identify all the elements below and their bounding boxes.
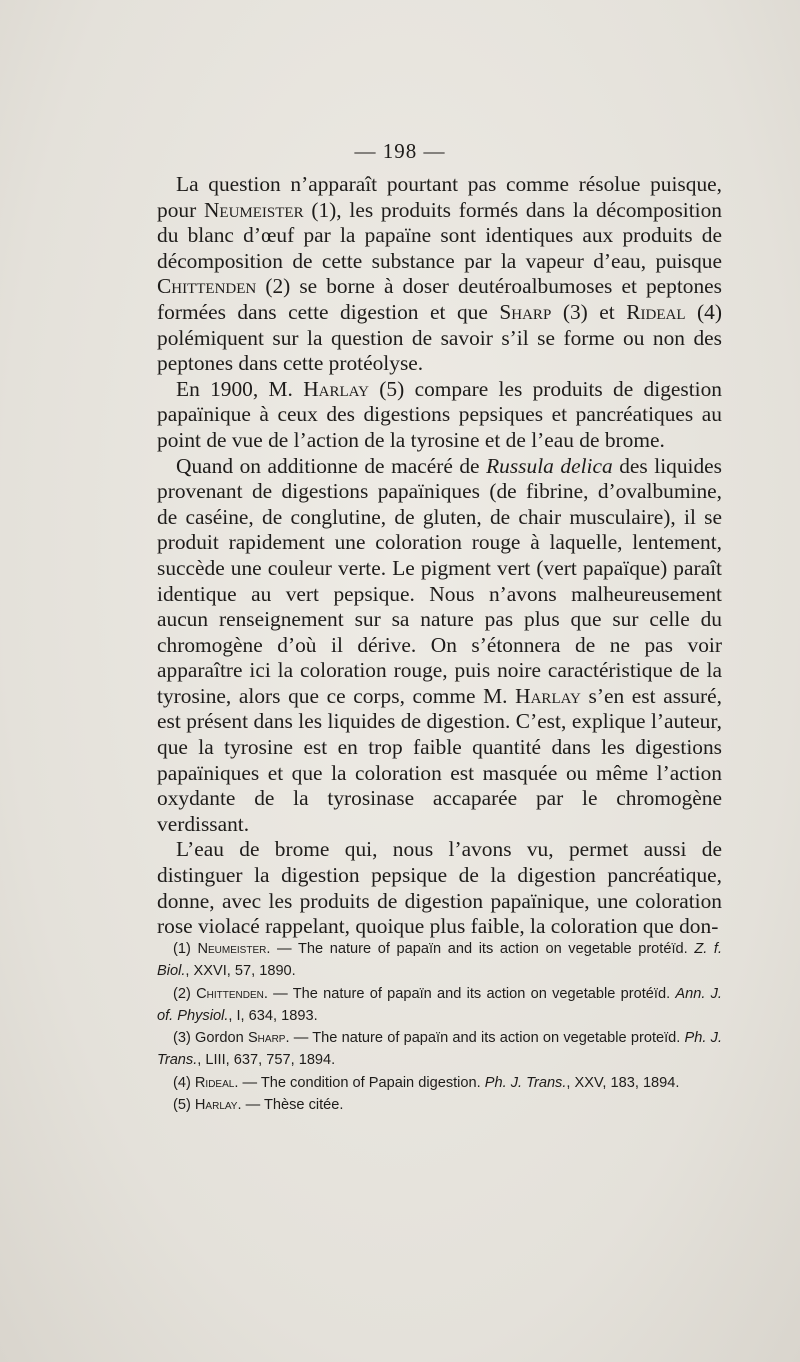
italic-text: Z. f. Biol. bbox=[157, 941, 723, 980]
author-name: Rideal bbox=[194, 1074, 235, 1091]
italic-text: Russula delica bbox=[486, 453, 613, 478]
footnote: (1) Neumeister. — The nature of papaïn and its action on vegetable protéïd. Z. f. Biol., XXVI, 57, 1890. bbox=[157, 941, 723, 980]
author-name: Sharp bbox=[499, 299, 552, 324]
italic-text: Ann. J. of. Physiol. bbox=[157, 985, 722, 1024]
author-name: Chittenden bbox=[196, 985, 264, 1002]
author-name: Neumeister bbox=[197, 941, 267, 957]
footnote: (4) Rideal. — The condition of Papain digestion. Ph. J. Trans., XXV, 183, 1894. bbox=[173, 1074, 680, 1091]
page-number: — 198 — bbox=[354, 139, 446, 163]
author-name: Harlay bbox=[515, 683, 581, 708]
author-name: Harlay bbox=[194, 1097, 238, 1114]
footnote: (3) Gordon Sharp. — The nature of papaïn and its action on vegetable proteïd. Ph. J. Trans., LIII, 637, 757, 1894. bbox=[157, 1030, 723, 1069]
body-text bbox=[157, 172, 722, 940]
footnotes bbox=[157, 938, 722, 1116]
paragraph: La question n’apparaît pourtant pas comme résolue puisque, pour Neumeister (1), les produits formés dans la décomposition du blanc d’œuf par la papaïne sont identiques aux produits de décomposition de cette substance par la vapeur d’eau, puisque Chittenden (2) se borne à doser deutéroalbumoses et peptones formées dans cette digestion et que Sharp (3) et Rideal (4) polémiquent sur la question de savoir s’il se forme ou non des peptones dans cette protéolyse. bbox=[157, 172, 722, 376]
footnote: (2) Chittenden. — The nature of papaïn and its action on vegetable protéïd. Ann. J. of. Physiol., I, 634, 1893. bbox=[157, 985, 722, 1024]
italic-text: Ph. J. Trans. bbox=[484, 1074, 567, 1091]
author-name: Chittenden bbox=[157, 274, 257, 299]
author-name: Sharp bbox=[247, 1030, 286, 1047]
paragraph: En 1900, M. Harlay (5) compare les produits de digestion papaïnique à ceux des digestions pepsiques et pancréatiques au point de vue de l’action de la tyrosine et de l’eau de brome. bbox=[157, 376, 722, 452]
paragraph: Quand on additionne de macéré de Russula delica des liquides provenant de digestions papaïniques (de fibrine, d’ovalbumine, de caséine, de conglutine, de gluten, de chair musculaire), il se produit rapidement une coloration rouge à laquelle, lentement, succède une couleur verte. Le pigment vert (vert papaïque) paraît identique au vert pepsique. Nous n’avons malheureusement aucun renseignement sur sa nature pas plus que sur celle du chromogène d’où il dérive. On s’étonnera de ne pas voir apparaître ici la coloration rouge, puis noire caractéristique de la tyrosine, alors que ce corps, comme M. Harlay s’en est assuré, est présent dans les liquides de digestion. C’est, explique l’auteur, que la tyrosine est en trop faible quantité dans les digestions papaïniques et que la coloration est masquée ou même l’action oxydante de la tyrosinase accaparée par le chromogène verdissant. bbox=[157, 453, 723, 836]
paragraph: L’eau de brome qui, nous l’avons vu, permet aussi de distinguer la digestion pepsique de la digestion pancréatique, donne, avec les produits de digestion papaïnique, une coloration rose violacé rappelant, quoique plus faible, la coloration que don- bbox=[157, 837, 722, 939]
author-name: Rideal bbox=[626, 299, 686, 324]
italic-text: Ph. J. Trans. bbox=[157, 1030, 723, 1069]
author-name: Neumeister bbox=[203, 197, 304, 222]
author-name: Harlay bbox=[303, 376, 369, 401]
footnote: (5) Harlay. — Thèse citée. bbox=[173, 1097, 344, 1114]
